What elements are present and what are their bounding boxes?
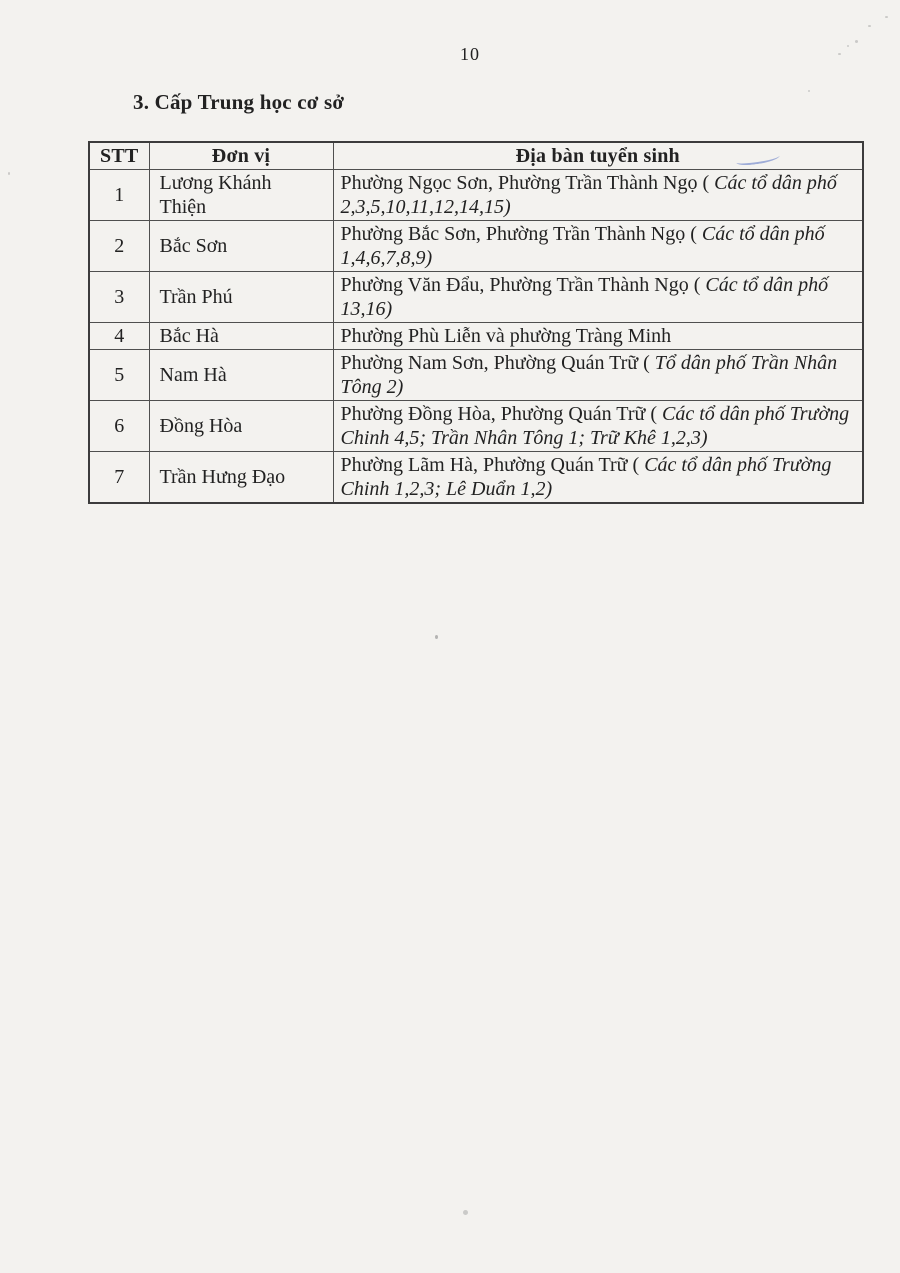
area-note-italic: Các tổ dân phố 2,3,5,10,11,12,14,15)	[340, 171, 837, 218]
area-cell	[333, 451, 863, 503]
col-header-area: Địa bàn tuyển sinh	[333, 142, 863, 169]
area-cell	[333, 349, 863, 400]
row-index-cell: 5	[89, 349, 149, 400]
table-row	[89, 349, 863, 400]
table-row	[89, 169, 863, 220]
area-cell	[333, 271, 863, 322]
area-note-italic: Các tổ dân phố Trường Chinh 4,5; Trần Nhân Tông 1; Trữ Khê 1,2,3)	[340, 402, 850, 449]
scan-speck	[855, 40, 858, 43]
scan-speck	[463, 1210, 468, 1215]
table-row	[89, 271, 863, 322]
row-index-cell: 2	[89, 220, 149, 271]
table-row	[89, 400, 863, 451]
col-header-unit: Đơn vị	[149, 142, 333, 169]
scan-speck	[847, 45, 849, 47]
section-heading: 3. Cấp Trung học cơ sở	[133, 90, 345, 114]
area-note-italic: Các tổ dân phố 1,4,6,7,8,9)	[340, 222, 825, 269]
unit-cell: Lương Khánh Thiện	[149, 169, 333, 220]
unit-cell: Trần Phú	[149, 271, 333, 322]
area-cell	[333, 400, 863, 451]
area-text: Phường Ngọc Sơn, Phường Trần Thành Ngọ (	[340, 171, 715, 194]
scan-speck	[885, 16, 888, 18]
row-index-cell: 1	[89, 169, 149, 220]
scan-speck	[808, 90, 810, 92]
area-text: Phường Lãm Hà, Phường Quán Trữ (	[340, 453, 645, 476]
area-text: Phường Đồng Hòa, Phường Quán Trữ (	[340, 402, 662, 425]
area-note-italic: Các tổ dân phố Trường Chinh 1,2,3; Lê Duẩn 1,2)	[340, 453, 832, 500]
unit-cell: Nam Hà	[149, 349, 333, 400]
area-text: Phường Bắc Sơn, Phường Trần Thành Ngọ (	[340, 222, 702, 245]
row-index-cell: 4	[89, 322, 149, 349]
scan-speck	[435, 635, 438, 639]
area-note-italic: Các tổ dân phố 13,16)	[340, 273, 829, 320]
col-header-stt: STT	[89, 142, 149, 169]
table-row	[89, 220, 863, 271]
area-text: Phường Văn Đẩu, Phường Trần Thành Ngọ (	[340, 273, 706, 296]
area-text: Phường Phù Liễn và phường Tràng Minh	[340, 324, 672, 347]
unit-cell: Trần Hưng Đạo	[149, 451, 333, 503]
unit-cell: Bắc Hà	[149, 322, 333, 349]
scan-speck	[8, 172, 10, 175]
row-index-cell: 3	[89, 271, 149, 322]
row-index-cell: 7	[89, 451, 149, 503]
area-cell	[333, 169, 863, 220]
enrollment-zones-table	[88, 141, 864, 504]
unit-cell: Đồng Hòa	[149, 400, 333, 451]
area-note-italic: Tổ dân phố Trần Nhân Tông 2)	[340, 351, 838, 398]
area-cell	[333, 322, 863, 349]
table-row	[89, 322, 863, 349]
page-number: 10	[460, 44, 480, 64]
unit-cell: Bắc Sơn	[149, 220, 333, 271]
scan-speck	[868, 25, 871, 27]
table-row	[89, 451, 863, 503]
scan-speck	[838, 53, 841, 55]
area-cell	[333, 220, 863, 271]
row-index-cell: 6	[89, 400, 149, 451]
area-text: Phường Nam Sơn, Phường Quán Trữ (	[340, 351, 655, 374]
